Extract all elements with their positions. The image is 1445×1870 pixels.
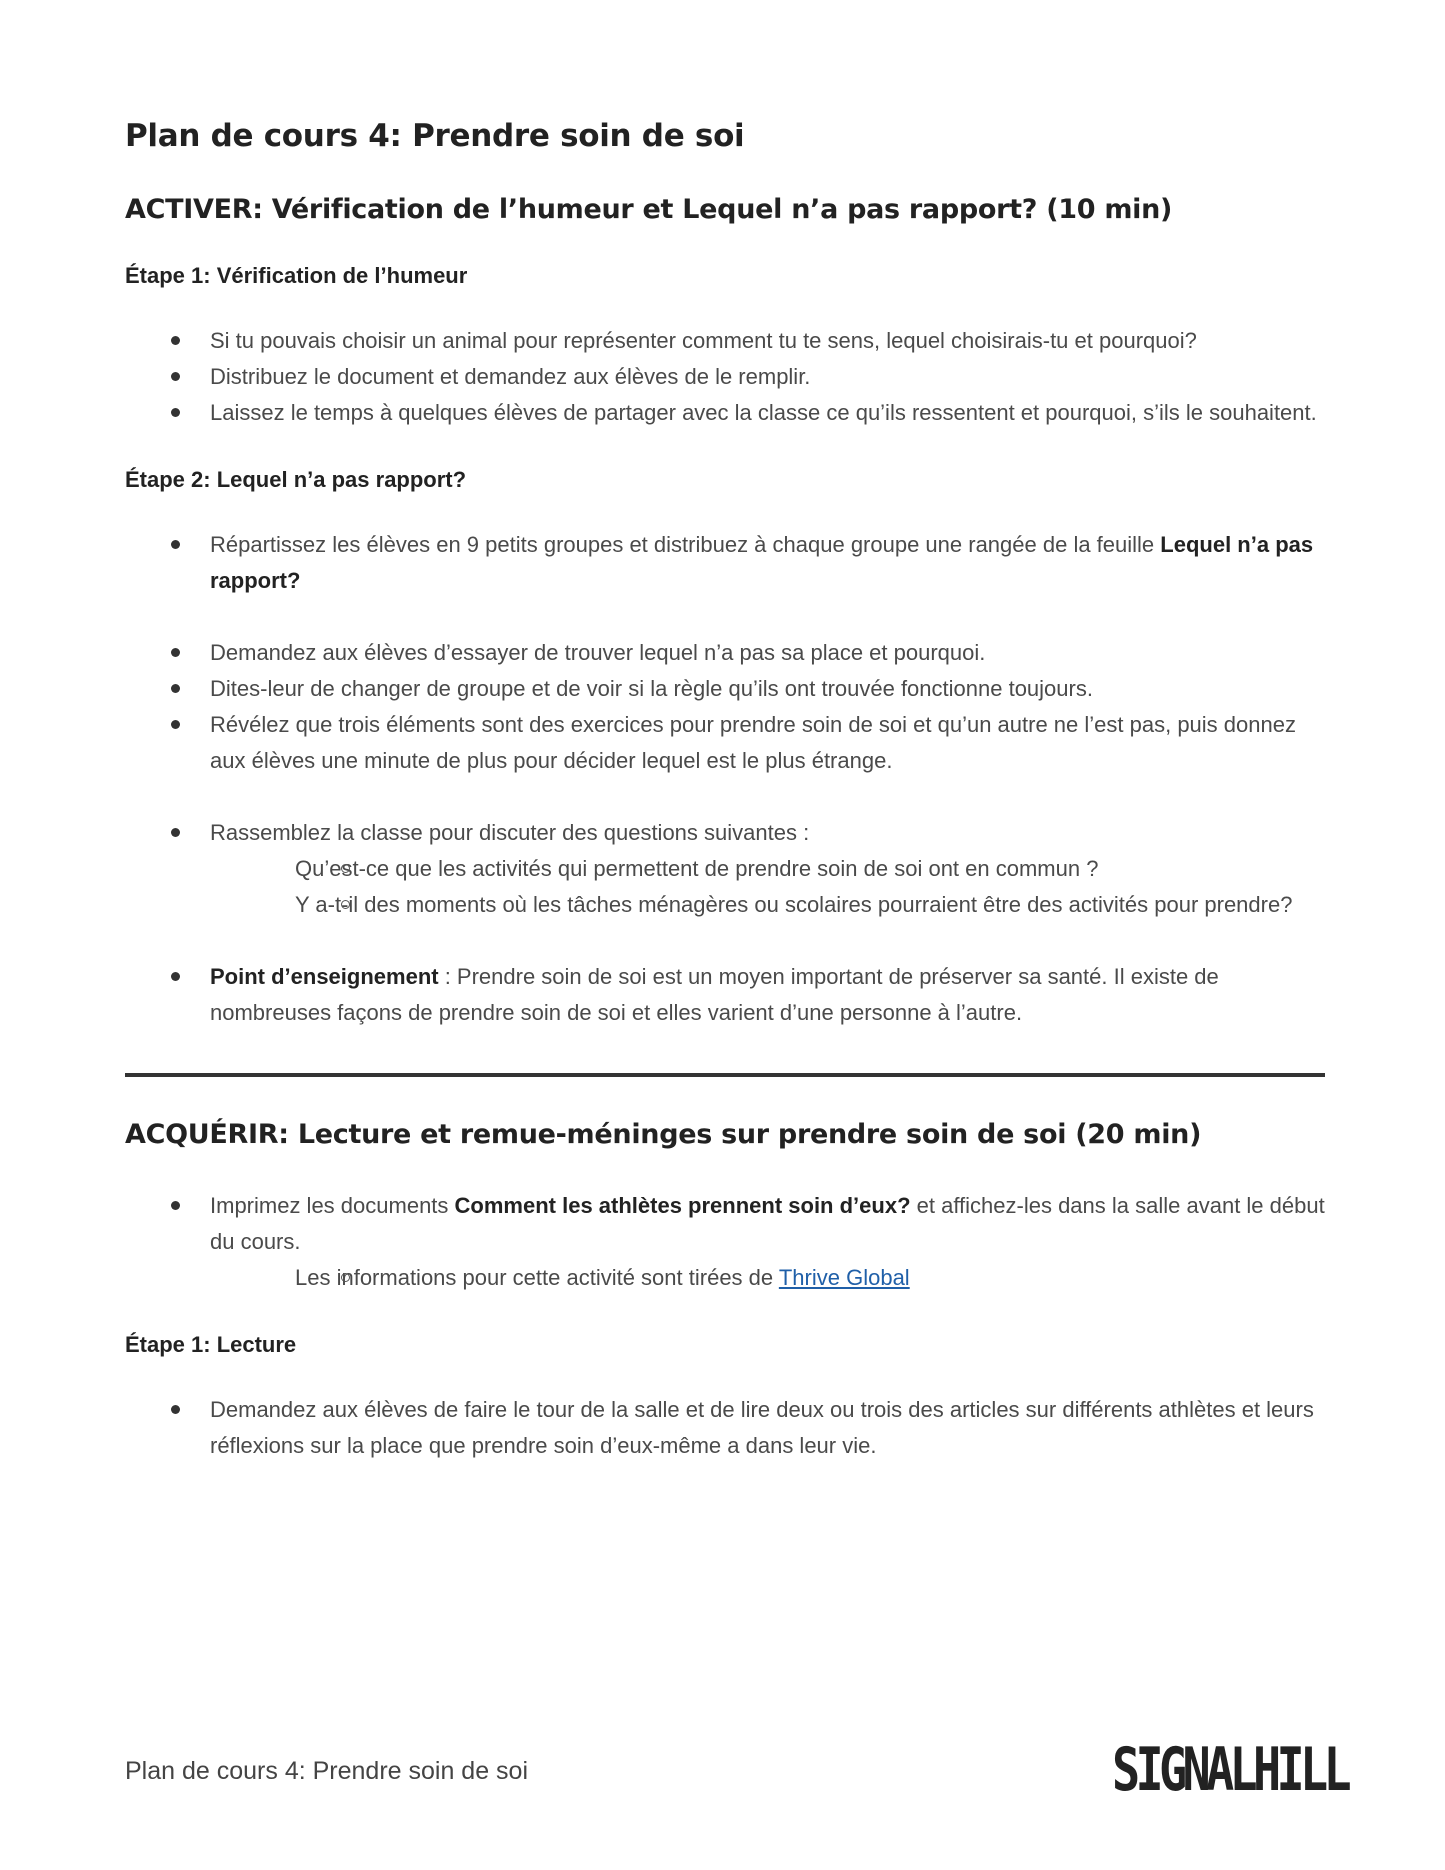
sub-list-item <box>210 887 1325 923</box>
signalhill-logo: SIGNALHILL <box>1112 1735 1347 1805</box>
hollow-bullet-icon <box>341 1273 350 1282</box>
list-item <box>125 959 1325 1031</box>
list-item-text: Rassemblez la classe pour discuter des questions suivantes : <box>210 820 810 845</box>
section-divider <box>125 1073 1325 1077</box>
list-item-text: Demandez aux élèves de faire le tour de la salle et de lire deux ou trois des articles sur différents athlètes et leurs réflexions sur la place que prendre soin d’eux-même a dans leur vie. <box>210 1397 1314 1458</box>
list-item-text: Répartissez les élèves en 9 petits groupes et distribuez à chaque groupe une rangée de la feuille <box>210 532 1161 557</box>
page-title: Plan de cours 4: Prendre soin de soi <box>125 118 745 154</box>
thrive-global-link[interactable]: Thrive Global <box>778 1265 910 1290</box>
question-text: Y a-t-il des moments où les tâches ménagères ou scolaires pourraient être des activités pour prendre? <box>295 892 1293 917</box>
source-note <box>210 1260 1325 1296</box>
list-item-text: et affichez-les dans la salle avant le début du cours. <box>210 1193 1325 1254</box>
list-item <box>125 635 1325 671</box>
list-item <box>125 671 1325 707</box>
activate-heading: ACTIVER: Vérification de l’humeur et Lequel n’a pas rapport? (10 min) <box>125 194 1173 225</box>
handout-name: Comment les athlètes prennent soin d’eux? <box>454 1193 911 1218</box>
question-text: Qu’est-ce que les activités qui permettent de prendre soin de soi ont en commun ? <box>295 856 1099 881</box>
step2-list <box>125 527 1325 1031</box>
list-item-text: Imprimez les documents <box>210 1193 455 1218</box>
list-item <box>125 359 1325 395</box>
list-item-text: : Prendre soin de soi est un moyen important de préserver sa santé. Il existe de nombreuses façons de prendre soin de soi et elles varient d’une personne à l’autre. <box>210 964 1219 1025</box>
list-item <box>125 323 1325 359</box>
step1-list <box>125 323 1325 431</box>
list-item-text: Distribuez le document et demandez aux élèves de le remplir. <box>210 364 811 389</box>
list-item <box>125 707 1325 779</box>
list-item <box>125 395 1325 431</box>
bullet-icon <box>171 720 180 729</box>
list-item-text: Laissez le temps à quelques élèves de partager avec la classe ce qu’ils ressentent et pourquoi, s’ils le souhaitent. <box>210 400 1317 425</box>
teaching-point-label: Point d’enseignement <box>210 964 439 989</box>
worksheet-name: Lequel n’a pas rapport? <box>210 532 1314 593</box>
list-item <box>125 527 1325 599</box>
bullet-icon <box>171 684 180 693</box>
sub-list-item <box>210 851 1325 887</box>
list-item <box>125 1188 1325 1296</box>
bullet-icon <box>171 648 180 657</box>
list-item-text: Si tu pouvais choisir un animal pour représenter comment tu te sens, lequel choisirais-tu et pourquoi? <box>210 328 1197 353</box>
list-item <box>125 1392 1325 1464</box>
list-item-text: Demandez aux élèves d’essayer de trouver lequel n’a pas sa place et pourquoi. <box>210 640 986 665</box>
bullet-icon <box>171 336 180 345</box>
hollow-bullet-icon <box>341 864 350 873</box>
acquire-prep-list <box>125 1188 1325 1296</box>
bullet-icon <box>171 828 180 837</box>
step2-label: Étape 2: Lequel n’a pas rapport? <box>125 467 467 492</box>
bullet-icon <box>171 1201 180 1210</box>
list-item <box>125 815 1325 923</box>
acquire-heading: ACQUÉRIR: Lecture et remue-méninges sur prendre soin de soi (20 min) <box>125 1119 1202 1150</box>
sub-list-item <box>210 1260 1325 1296</box>
document-page <box>125 118 1325 1500</box>
hollow-bullet-icon <box>341 900 350 909</box>
discussion-questions <box>210 851 1325 923</box>
footer-title: Plan de cours 4: Prendre soin de soi <box>125 1757 529 1785</box>
bullet-icon <box>171 1405 180 1414</box>
bullet-icon <box>171 540 180 549</box>
source-text: Les informations pour cette activité sont tirées de <box>295 1265 779 1290</box>
acquire-step1-label: Étape 1: Lecture <box>125 1332 297 1357</box>
bullet-icon <box>171 972 180 981</box>
list-item-text: Dites-leur de changer de groupe et de voir si la règle qu’ils ont trouvée fonctionne toujours. <box>210 676 1093 701</box>
bullet-icon <box>171 372 180 381</box>
bullet-icon <box>171 408 180 417</box>
step1-label: Étape 1: Vérification de l’humeur <box>125 263 468 288</box>
acquire-step1-list <box>125 1392 1325 1464</box>
list-item-text: Révélez que trois éléments sont des exercices pour prendre soin de soi et qu’un autre ne l’est pas, puis donnez aux élèves une minute de plus pour décider lequel est le plus étrange. <box>210 712 1296 773</box>
